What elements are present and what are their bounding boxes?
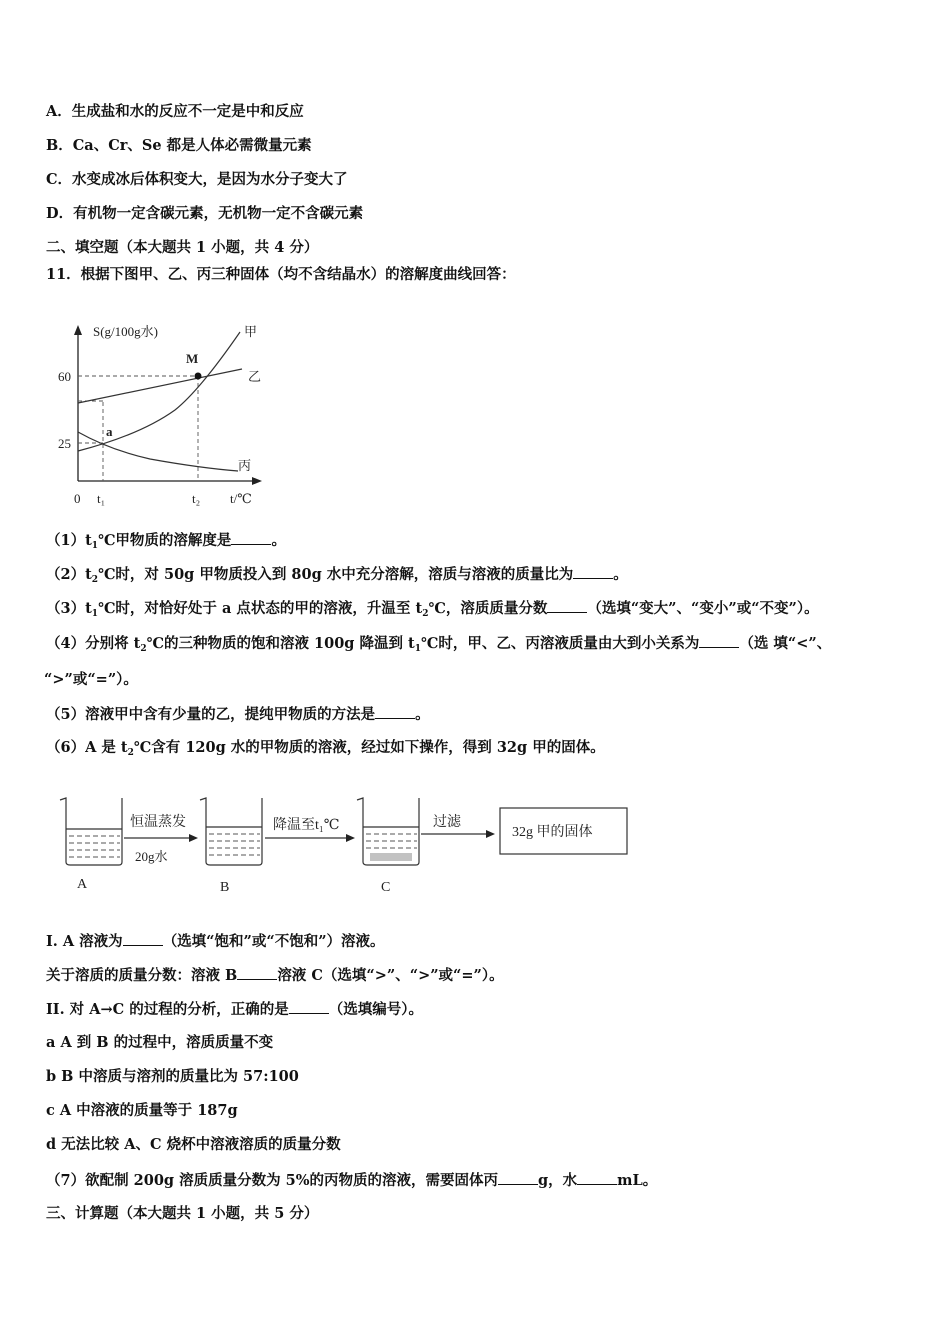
- q11-sub2: $(2)t_2℃$时，对 50g 甲物质投入到 80g 水中充分溶解，溶质与溶液的质量比为 。: [46, 566, 628, 585]
- option-a: A．生成盐和水的反应不一定是中和反应: [46, 103, 304, 120]
- answer-blank[interactable]: [375, 704, 415, 719]
- beaker-a: [60, 798, 122, 865]
- svg-text:M: M: [186, 351, 199, 366]
- svg-text:S(g/100g水): S(g/100g水): [93, 324, 159, 339]
- arrow-icon: [486, 830, 495, 838]
- svg-text:降温至t₁℃: 降温至t₁℃: [273, 818, 340, 833]
- curve-yi: [78, 369, 242, 403]
- arrow-icon: [189, 834, 198, 842]
- svg-text:t₁: t₁: [97, 491, 106, 506]
- answer-blank[interactable]: [577, 1170, 617, 1185]
- q11-sub6: （6）A 是 $t_2℃$含有 120g 水的甲物质的溶液，经过如下操作，得到 32g 甲的固体。: [46, 739, 605, 758]
- q11-sub4: （4）分别将 $t_2℃$的三种物质的饱和溶液 100g 降温到 $t_1℃$时，甲、乙、丙溶液质量由大到小关系为 （选 填“<”、: [46, 635, 832, 654]
- answer-blank[interactable]: [547, 598, 587, 613]
- y-axis-arrow-icon: [74, 325, 82, 335]
- section3-title: 三、计算题（本大题共 1 小题，共 5 分）: [46, 1205, 319, 1222]
- svg-text:丙: 丙: [238, 458, 252, 473]
- svg-text:甲: 甲: [244, 324, 258, 339]
- option-b: B．Ca、Cr、Se 都是人体必需微量元素: [46, 137, 312, 154]
- curve-bing: [78, 432, 238, 471]
- answer-blank[interactable]: [498, 1170, 538, 1185]
- svg-text:20g水: 20g水: [135, 849, 168, 864]
- part-ii: II. 对 A→C 的过程的分析，正确的是 （选填编号）。: [46, 1001, 423, 1018]
- svg-text:B: B: [220, 880, 230, 895]
- process-diagram: [50, 785, 640, 900]
- choice-c: c A 中溶液的质量等于 187g: [46, 1102, 238, 1119]
- svg-text:乙: 乙: [248, 369, 262, 384]
- answer-blank[interactable]: [573, 564, 613, 579]
- curve-jia: [78, 332, 240, 451]
- svg-text:C: C: [381, 880, 391, 895]
- svg-text:恒温蒸发: 恒温蒸发: [130, 815, 186, 830]
- crystal-precipitate: [370, 853, 412, 861]
- option-d: D．有机物一定含碳元素，无机物一定不含碳元素: [46, 205, 364, 222]
- q11-sub4-cont: “>”或“=”）。: [44, 671, 138, 688]
- svg-text:32g 甲的固体: 32g 甲的固体: [512, 825, 593, 840]
- q11-sub3: $(3)t_1℃$时，对恰好处于 a 点状态的甲的溶液，升温至 $t_2℃$，溶质质量分数 （选填“变大”、“变小”或“不变”）。: [46, 600, 819, 619]
- q11-sub7: （7）欲配制 200g 溶质质量分数为 5%的丙物质的溶液，需要固体丙 g，水 mL。: [46, 1172, 658, 1189]
- section2-title: 二、填空题（本大题共 1 小题，共 4 分）: [46, 239, 319, 256]
- svg-text:0: 0: [74, 491, 81, 506]
- q11-sub5: （5）溶液甲中含有少量的乙，提纯甲物质的方法是 。: [46, 706, 430, 723]
- svg-text:60: 60: [58, 369, 71, 384]
- q11-sub1: $(1)t_1℃$甲物质的溶解度是 。: [46, 532, 286, 551]
- choice-d: d 无法比较 A、C 烧杯中溶液溶质的质量分数: [46, 1136, 341, 1153]
- answer-blank[interactable]: [231, 530, 271, 545]
- choice-a: a A 到 B 的过程中，溶质质量不变: [46, 1034, 274, 1051]
- x-axis-arrow-icon: [252, 477, 262, 485]
- point-m: [195, 373, 202, 380]
- svg-text:过滤: 过滤: [433, 815, 461, 830]
- svg-text:A: A: [77, 877, 88, 892]
- q11-stem: 11．根据下图甲、乙、丙三种固体（均不含结晶水）的溶解度曲线回答：: [46, 266, 516, 283]
- svg-text:t₂: t₂: [192, 491, 201, 506]
- svg-text:25: 25: [58, 436, 71, 451]
- choice-b: b B 中溶质与溶剂的质量比为 57:100: [46, 1068, 299, 1085]
- option-c: C．水变成冰后体积变大，是因为水分子变大了: [46, 171, 348, 188]
- arrow-icon: [346, 834, 355, 842]
- solubility-chart: [45, 310, 275, 510]
- svg-text:a: a: [106, 424, 113, 439]
- answer-blank[interactable]: [699, 633, 739, 648]
- answer-blank[interactable]: [289, 999, 329, 1014]
- part-i: I. A 溶液为 （选填“饱和”或“不饱和”）溶液。: [46, 933, 385, 950]
- answer-blank[interactable]: [123, 931, 163, 946]
- answer-blank[interactable]: [237, 965, 277, 980]
- part-i-b: 关于溶质的质量分数：溶液 B 溶液 C（选填“>”、“>”或“=”）。: [46, 967, 504, 984]
- svg-text:t/℃: t/℃: [230, 491, 252, 506]
